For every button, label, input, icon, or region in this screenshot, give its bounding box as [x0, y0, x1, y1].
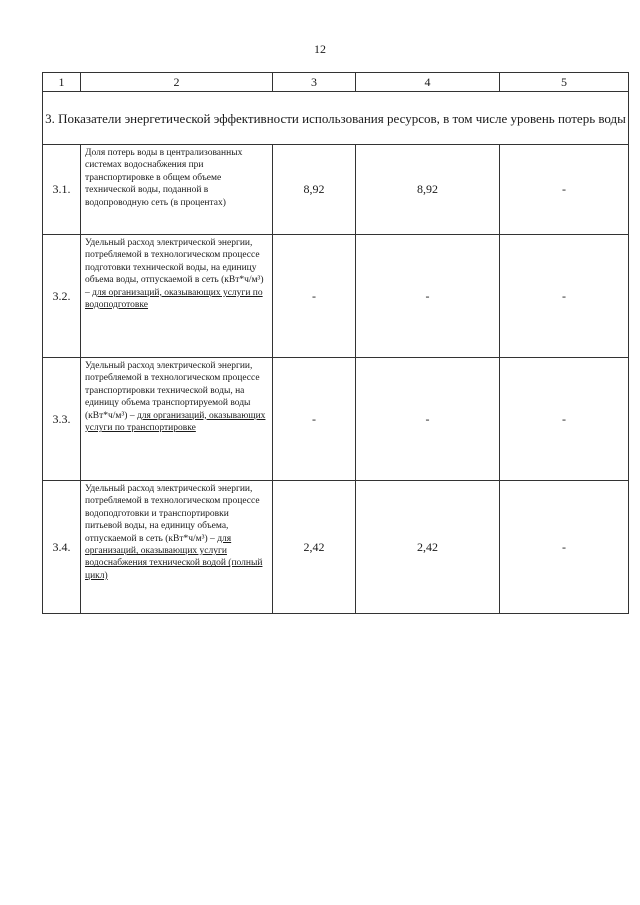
row-value-col3: 2,42 — [273, 481, 356, 614]
section-row — [43, 92, 629, 145]
row-value-col3: 8,92 — [273, 145, 356, 235]
row-value-col3: - — [273, 358, 356, 481]
table-row — [43, 235, 629, 358]
header-cell-5: 5 — [500, 73, 629, 92]
row-value-col5: - — [500, 145, 629, 235]
table-row — [43, 145, 629, 235]
row-number: 3.3. — [43, 358, 81, 481]
header-row — [43, 73, 629, 92]
row-description — [81, 358, 273, 481]
header-cell-2: 2 — [81, 73, 273, 92]
row-value-col4: 2,42 — [356, 481, 500, 614]
row-description — [81, 235, 273, 358]
page-number: 12 — [314, 42, 326, 56]
header-cell-4: 4 — [356, 73, 500, 92]
indicators-table — [42, 72, 629, 614]
row-description-scope: для организаций, оказывающих услуги водоснабжения технической водой (полный цикл) — [85, 533, 263, 581]
header-cell-3: 3 — [273, 73, 356, 92]
row-description-scope: для организаций, оказывающих услуги по транспортировке — [85, 410, 266, 434]
row-number: 3.1. — [43, 145, 81, 235]
row-value-col4: 8,92 — [356, 145, 500, 235]
row-value-col5: - — [500, 481, 629, 614]
row-value-col5: - — [500, 358, 629, 481]
row-description-text: Удельный расход электрической энергии, потребляемой в технологическом процессе водоподготовки и транспортировки питьевой воды, на единицу объема, отпускаемой в сеть (кВт*ч/м³) – — [85, 484, 260, 544]
row-description-text: Доля потерь воды в централизованных системах водоснабжения при транспортировке в общем объеме технической воды, поданной в водопроводную сеть (в процентах) — [85, 148, 243, 208]
row-value-col3: - — [273, 235, 356, 358]
row-description — [81, 145, 273, 235]
row-number: 3.2. — [43, 235, 81, 358]
table-row — [43, 481, 629, 614]
table-row — [43, 358, 629, 481]
section-title: 3. Показатели энергетической эффективности использования ресурсов, в том числе уровень потерь воды — [43, 92, 629, 145]
row-description — [81, 481, 273, 614]
row-description-scope: для организаций, оказывающих услуги по водоподготовке — [85, 287, 263, 311]
row-value-col5: - — [500, 235, 629, 358]
row-value-col4: - — [356, 358, 500, 481]
row-number: 3.4. — [43, 481, 81, 614]
row-description-text: Удельный расход электрической энергии, потребляемой в технологическом процессе транспортировки технической воды, на единицу объема транспортируемой воды (кВт*ч/м³) – — [85, 361, 260, 421]
header-cell-1: 1 — [43, 73, 81, 92]
row-value-col4: - — [356, 235, 500, 358]
row-description-text: Удельный расход электрической энергии, потребляемой в технологическом процессе подготовки технической воды, на единицу объема воды, отпускаемой в сеть (кВт*ч/м³) – — [85, 238, 264, 298]
